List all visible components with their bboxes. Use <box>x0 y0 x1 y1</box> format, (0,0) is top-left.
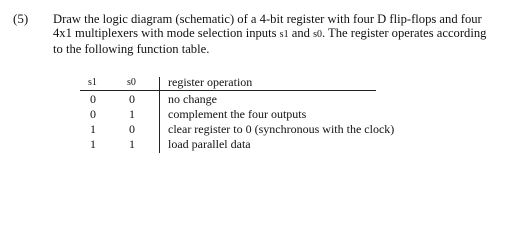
question-number: (5) <box>13 11 29 26</box>
row-1-s0: 0 <box>129 92 135 106</box>
column-separator <box>159 77 160 153</box>
question-line-2 <box>53 26 505 42</box>
question-line-2-part-b: and <box>288 26 314 41</box>
row-4-operation: load parallel data <box>168 137 251 151</box>
row-1-operation: no change <box>168 92 217 106</box>
question-text <box>53 12 505 57</box>
question-line-1: Draw the logic diagram (schematic) of a 4-bit register with four D flip-flops and four <box>53 12 482 26</box>
inline-s1: s1 <box>279 29 289 41</box>
inline-s0: s0 <box>313 29 322 41</box>
question-line-2-part-c: . The register operates according <box>321 26 487 41</box>
row-4-s1: 1 <box>90 137 96 151</box>
row-3-s1: 1 <box>90 122 96 136</box>
question-line-2-part-a: 4x1 multiplexers with mode selection inputs <box>53 26 280 41</box>
header-rule <box>80 90 376 91</box>
row-1-s1: 0 <box>90 92 96 106</box>
row-3-s0: 0 <box>129 122 135 136</box>
row-3-operation: clear register to 0 (synchronous with the clock) <box>168 122 395 136</box>
function-table <box>80 75 395 153</box>
row-2-s1: 0 <box>90 107 96 121</box>
question-line-3: to the following function table. <box>53 42 210 57</box>
row-2-operation: complement the four outputs <box>168 107 307 121</box>
row-2-s0: 1 <box>129 107 135 121</box>
row-4-s0: 1 <box>129 137 135 151</box>
header-s1: s1 <box>88 77 97 88</box>
header-s0: s0 <box>127 77 136 88</box>
header-register-operation: register operation <box>168 75 253 89</box>
